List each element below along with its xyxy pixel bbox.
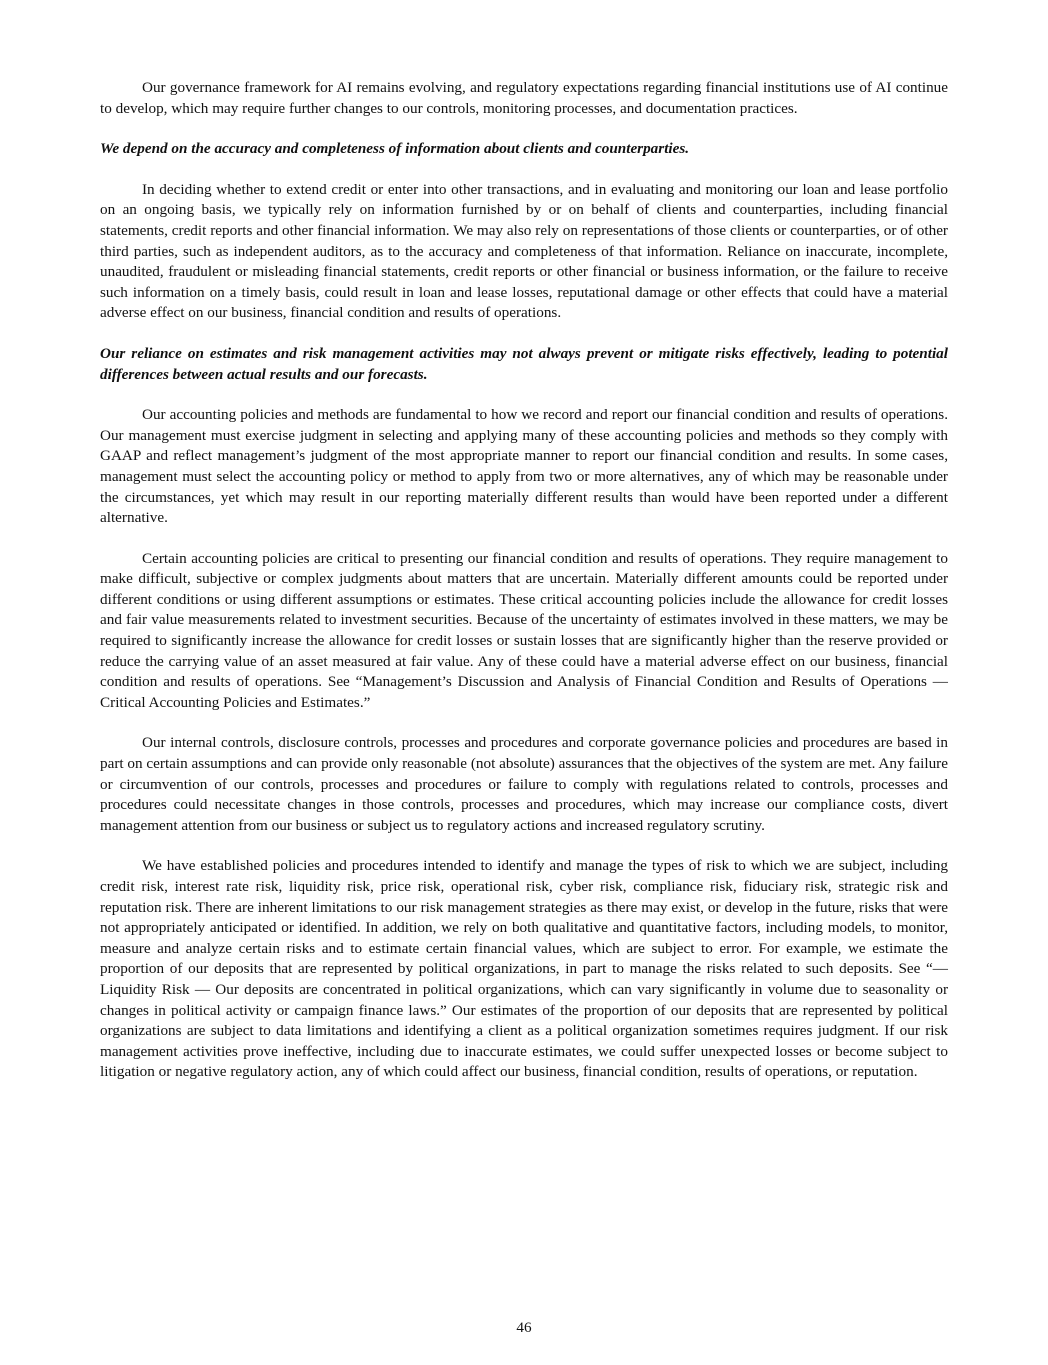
paragraph-risk-management-policies: We have established policies and procedures intended to identify and manage the types of risk to which we are subject, including credit risk, interest rate risk, liquidity risk, price risk, operational risk, cyber risk, compliance risk, fiduciary risk, strategic risk and reputation risk. There are inherent limitations to our risk management strategies as there may exist, or develop in the future, risks that were not appropriately anticipated or identified. In addition, we rely on both qualitative and quantitative factors, including models, to monitor, measure and analyze certain risks and to estimate certain financial values, which are subject to error. For example, we estimate the proportion of our deposits that are represented by political organizations, in part to manage the risks related to such deposits. See “— Liquidity Risk — Our deposits are concentrated in political organizations, which can vary significantly in volume due to seasonality or changes in political activity or campaign finance laws.” Our estimates of the proportion of our deposits that are represented by political organizations are subject to data limitations and identifying a client as a political organization sometimes requires judgment. If our risk management activities prove ineffective, including due to inaccurate estimates, we could suffer unexpected losses or become subject to litigation or negative regulatory action, any of which could affect our business, financial condition, results of operations, or reputation. bbox=[100, 857, 948, 1081]
paragraph-internal-controls: Our internal controls, disclosure controls, processes and procedures and corporate governance policies and procedures are based in part on certain assumptions and can provide only reasonable (not absolute) assurances that the objectives of the system are met. Any failure or circumvention of our controls, processes and procedures or failure to comply with regulations related to controls, processes and procedures could necessitate changes in those controls, processes and procedures, which may increase our compliance costs, divert management attention from our business or subject us to regulatory actions and increased regulatory scrutiny. bbox=[100, 734, 948, 834]
paragraph-critical-accounting-policies: Certain accounting policies are critical to presenting our financial condition and results of operations. They require management to make difficult, subjective or complex judgments about matters that are uncertain. Materially different amounts could be reported under different conditions or using different assumptions or estimates. These critical accounting policies include the allowance for credit losses and fair value measurements related to investment securities. Because of the uncertainty of estimates involved in these matters, we may be required to significantly increase the allowance for credit losses or sustain losses that are significantly higher than the reserve provided or reduce the carrying value of an asset measured at fair value. Any of these could have a material adverse effect on our business, financial condition and results of operations. See “Management’s Discussion and Analysis of Financial Condition and Results of Operations — Critical Accounting Policies and Estimates.” bbox=[100, 549, 948, 711]
document-page bbox=[100, 78, 948, 1103]
page-number: 46 bbox=[516, 1319, 532, 1336]
paragraph-credit-information-reliance: In deciding whether to extend credit or enter into other transactions, and in evaluating and monitoring our loan and lease portfolio on an ongoing basis, we typically rely on information furnished by or on behalf of clients and counterparties, including financial statements, credit reports and other financial information. We may also rely on representations of those clients or counterparties, or of other third parties, such as independent auditors, as to the accuracy and completeness of that information. Reliance on inaccurate, incomplete, unaudited, fraudulent or misleading financial statements, credit reports or other financial or business information, or the failure to receive such information on a timely basis, could result in loan and lease losses, reputational damage or other effects that could have a material adverse effect on our business, financial condition and results of operations. bbox=[100, 180, 948, 322]
section-heading-estimates-risk-management: Our reliance on estimates and risk management activities may not always prevent or mitigate risks effectively, leading to potential differences between actual results and our forecasts. bbox=[100, 344, 948, 383]
paragraph-accounting-policies: Our accounting policies and methods are fundamental to how we record and report our financial condition and results of operations. Our management must exercise judgment in selecting and applying many of these accounting policies and methods so they comply with GAAP and reflect management’s judgment of the most appropriate manner to report our financial condition and results. In some cases, management must select the accounting policy or method to apply from two or more alternatives, any of which may be reasonable under the circumstances, yet which may result in our reporting materially different results than would have been reported under a different alternative. bbox=[100, 406, 948, 527]
paragraph-ai-governance: Our governance framework for AI remains evolving, and regulatory expectations regarding financial institutions use of AI continue to develop, which may require further changes to our controls, monitoring processes, and documentation practices. bbox=[100, 79, 948, 117]
section-heading-client-information: We depend on the accuracy and completeness of information about clients and counterparties. bbox=[100, 140, 690, 158]
